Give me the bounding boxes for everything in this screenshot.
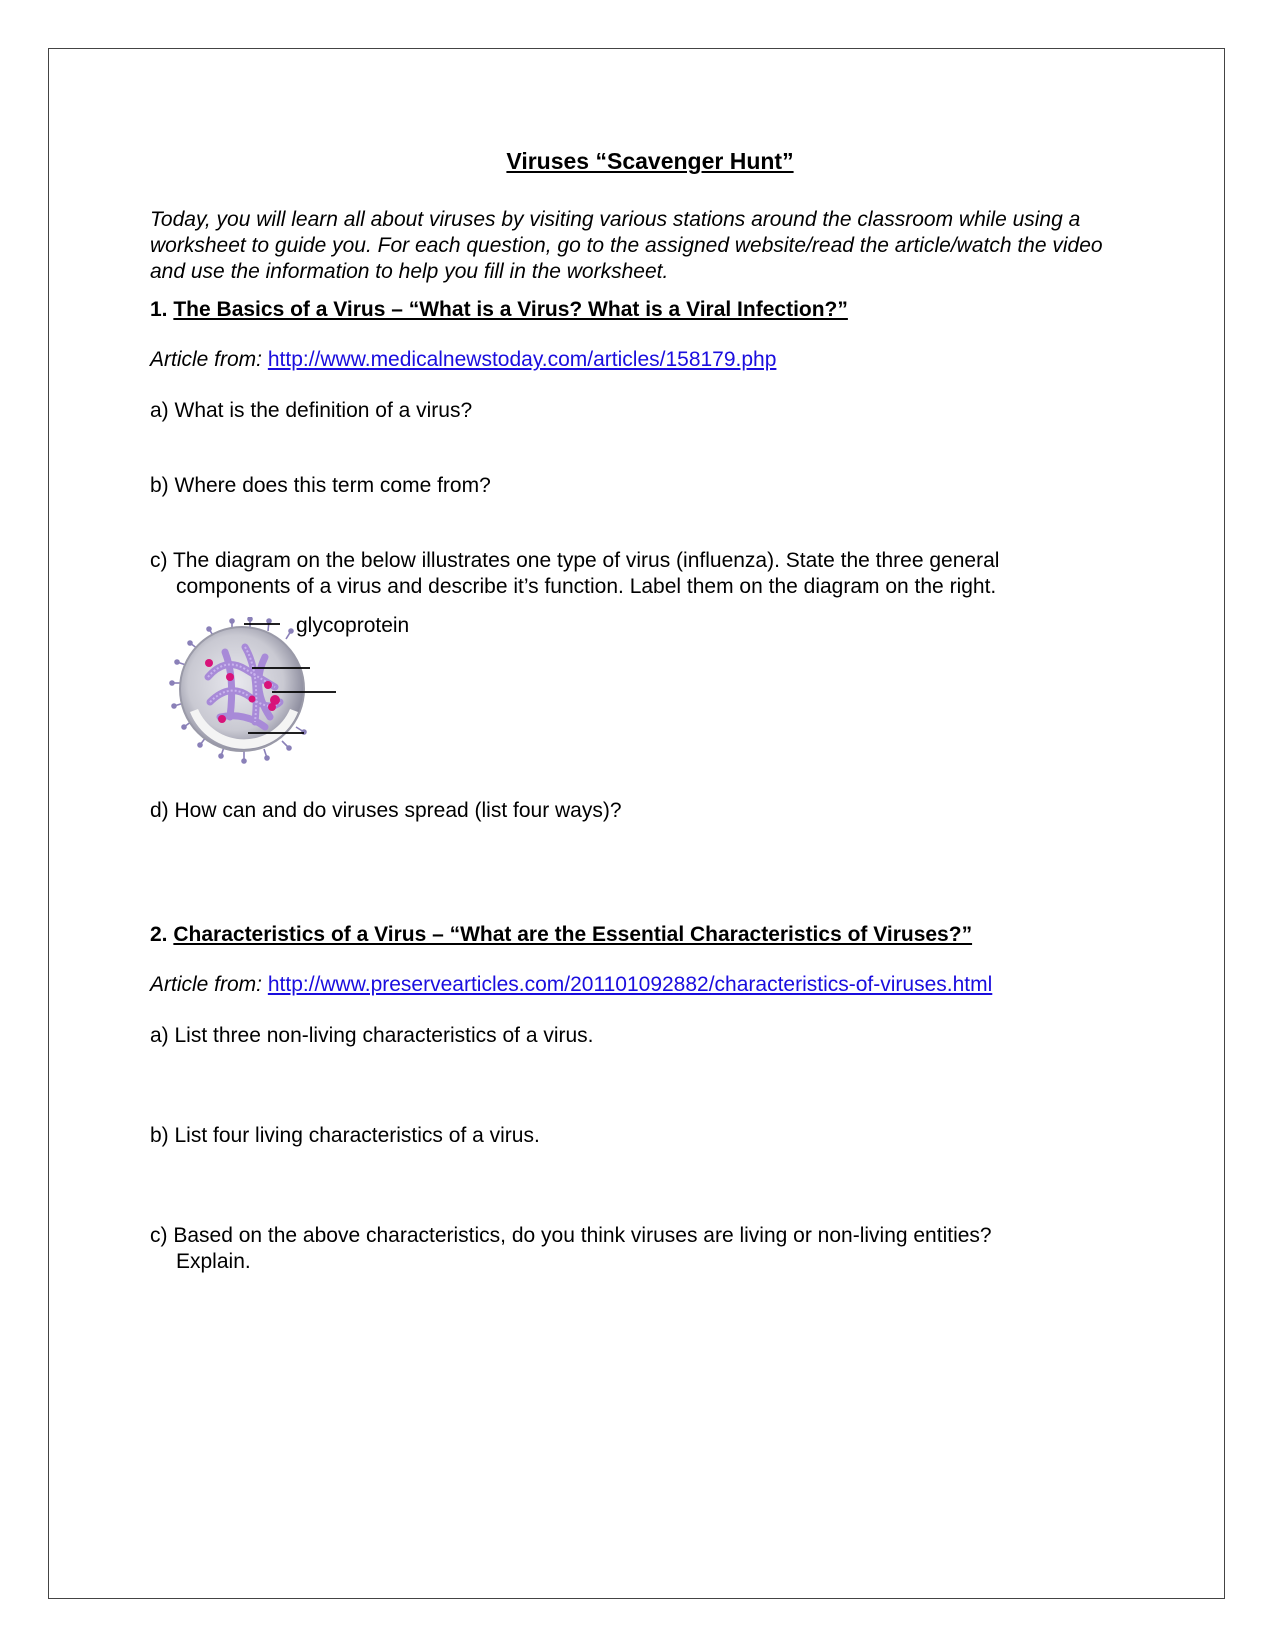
glycoprotein-label: glycoprotein	[296, 614, 410, 637]
section1-question-b: b) Where does this term come from?	[150, 474, 491, 497]
intro-text: Today, you will learn all about viruses by visiting various stations around the classroom while using a worksheet to guide you. For each question, go to the assigned website/read the article/watch the video and use the information to help you fill in the worksheet.	[150, 208, 1103, 283]
section2-title: Characteristics of a Virus – “What are the Essential Characteristics of Viruses?”	[173, 923, 973, 946]
section2-question-c-line2: Explain.	[176, 1250, 251, 1273]
section1-number: 1.	[150, 298, 168, 321]
section1-title: The Basics of a Virus – “What is a Virus? What is a Viral Infection?”	[173, 298, 848, 321]
section2-article-prefix: Article from:	[150, 973, 263, 996]
page-title: Viruses “Scavenger Hunt”	[506, 148, 794, 174]
section1-article-link[interactable]: http://www.medicalnewstoday.com/articles/158179.php	[267, 348, 777, 371]
section1-question-c-line1: c) The diagram on the below illustrates one type of virus (influenza). State the three general	[150, 549, 1000, 572]
section2-article	[150, 973, 992, 997]
section2-question-b: b) List four living characteristics of a virus.	[150, 1124, 540, 1147]
section2-question-c-line1: c) Based on the above characteristics, do you think viruses are living or non-living entities?	[150, 1224, 992, 1247]
section1-question-c-line2: components of a virus and describe it’s function. Label them on the diagram on the right.	[176, 575, 997, 598]
section2-heading	[150, 923, 972, 947]
section1-question-c	[150, 548, 1100, 600]
section1-question-d: d) How can and do viruses spread (list four ways)?	[150, 799, 622, 822]
section1-article	[150, 348, 776, 372]
section2-article-link[interactable]: http://www.preservearticles.com/201101092882/characteristics-of-viruses.html	[267, 973, 993, 996]
section1-heading	[150, 298, 848, 322]
section2-number: 2.	[150, 923, 168, 946]
section1-question-a: a) What is the definition of a virus?	[150, 399, 473, 422]
section2-question-a: a) List three non-living characteristics of a virus.	[150, 1024, 594, 1047]
section1-article-prefix: Article from:	[150, 348, 263, 371]
influenza-virus-diagram	[150, 617, 350, 777]
section2-question-c	[150, 1223, 1100, 1275]
